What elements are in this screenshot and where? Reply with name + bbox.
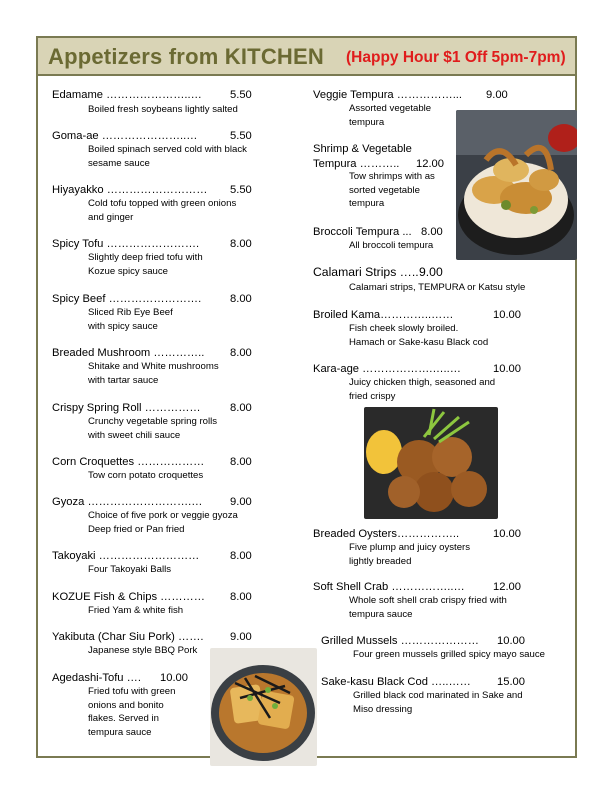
tempura-photo xyxy=(456,110,577,260)
item-description: Cold tofu topped with green onions and ginger xyxy=(88,198,237,223)
item-description: Boiled fresh soybeans lightly salted xyxy=(88,104,238,115)
item-name: Breaded Oysters…………….. xyxy=(313,528,460,540)
item-description: Grilled black cod marinated in Sake and Miso dressing xyxy=(353,690,523,715)
item-description: Slightly deep fried tofu with Kozue spicy sauce xyxy=(88,252,203,277)
item-price: 12.00 xyxy=(416,158,444,170)
item-name: Agedashi-Tofu …. xyxy=(52,672,141,684)
item-name: Crispy Spring Roll …………… xyxy=(52,402,201,414)
item-description: Japanese style BBQ Pork xyxy=(88,645,198,656)
menu-title: Appetizers from KITCHEN xyxy=(48,44,324,69)
item-description: Choice of five pork or veggie gyoza Deep fried or Pan fried xyxy=(88,510,238,535)
item-price: 8.00 xyxy=(230,402,252,414)
item-price: 9.00 xyxy=(230,496,252,508)
item-name: Hiyayakko ……………………… xyxy=(52,184,208,196)
item-description: Fried tofu with green onions and bonito flakes. Served in tempura sauce xyxy=(88,686,176,738)
item-name: Gyoza ……………………….… xyxy=(52,496,203,508)
item-name: Calamari Strips ….. xyxy=(313,265,419,279)
item-name: Goma-ae …………………..… xyxy=(52,130,198,142)
item-description: Assorted vegetable tempura xyxy=(349,103,432,128)
item-name: Broiled Kama…………..…… xyxy=(313,309,454,321)
item-price: 10.00 xyxy=(493,309,521,321)
item-name: Edamame …………………..… xyxy=(52,89,202,101)
item-price: 10.00 xyxy=(497,635,525,647)
item-name: Kara-age ……………….…..… xyxy=(313,363,461,375)
item-price: 10.00 xyxy=(493,528,521,540)
item-price: 15.00 xyxy=(497,676,525,688)
item-name: Takoyaki ……………………… xyxy=(52,550,200,562)
item-price: 8.00 xyxy=(230,591,252,603)
item-price: 5.50 xyxy=(230,184,252,196)
item-price: 10.00 xyxy=(493,363,521,375)
item-description: Four green mussels grilled spicy mayo sauce xyxy=(353,649,545,660)
item-name: Veggie Tempura ……………... xyxy=(313,89,463,101)
item-price: 8.00 xyxy=(230,550,252,562)
item-name: Yakibuta (Char Siu Pork) ……. xyxy=(52,631,204,643)
item-price: 5.50 xyxy=(230,130,252,142)
item-description: Tow shrimps with as sorted vegetable tempura xyxy=(349,171,435,209)
item-price: 5.50 xyxy=(230,89,252,101)
item-name: KOZUE Fish & Chips ………… xyxy=(52,591,205,603)
kara-age-photo xyxy=(364,407,498,519)
item-description: Four Takoyaki Balls xyxy=(88,564,172,575)
item-name: Breaded Mushroom ………….. xyxy=(52,347,205,359)
item-price: 8.00 xyxy=(230,238,252,250)
item-description: Five plump and juicy oysters lightly breaded xyxy=(349,542,471,567)
item-price: 8.00 xyxy=(421,226,443,238)
item-price: 9.00 xyxy=(486,89,508,101)
item-name: Broccoli Tempura ... xyxy=(313,226,412,238)
item-description: Crunchy vegetable spring rolls with sweet chili sauce xyxy=(88,416,218,441)
item-description: Whole soft shell crab crispy fried with tempura sauce xyxy=(349,595,507,620)
item-price: 12.00 xyxy=(493,581,521,593)
item-name: Shrimp & Vegetable Tempura ……….. xyxy=(313,143,412,170)
happy-hour-note: (Happy Hour $1 Off 5pm-7pm) xyxy=(346,49,566,66)
item-description: Juicy chicken thigh, seasoned and fried crispy xyxy=(349,377,496,402)
menu-header xyxy=(38,38,575,76)
item-price: 9.00 xyxy=(230,631,252,643)
item-description: Fried Yam & white fish xyxy=(88,605,184,616)
item-name: Spicy Tofu ……………………. xyxy=(52,238,200,250)
item-description: All broccoli tempura xyxy=(349,240,434,251)
item-name: Corn Croquettes ……………… xyxy=(52,456,205,468)
item-price: 10.00 xyxy=(160,672,188,684)
item-description: Fish cheek slowly broiled. Hamach or Sake-kasu Black cod xyxy=(349,323,489,348)
item-price: 8.00 xyxy=(230,456,252,468)
item-description: Calamari strips, TEMPURA or Katsu style xyxy=(349,282,526,293)
item-name: Spicy Beef ……………………. xyxy=(52,293,202,305)
item-description: Sliced Rib Eye Beef with spicy sauce xyxy=(88,307,173,332)
item-price: 9.00 xyxy=(419,265,443,279)
item-name: Grilled Mussels ………………… xyxy=(321,635,479,647)
item-price: 8.00 xyxy=(230,293,252,305)
item-name: Soft Shell Crab ……………..… xyxy=(313,581,465,593)
item-description: Shitake and White mushrooms with tartar sauce xyxy=(88,361,219,386)
item-price: 8.00 xyxy=(230,347,252,359)
agedashi-tofu-photo xyxy=(210,648,317,766)
item-name: Sake-kasu Black Cod …..…… xyxy=(321,676,471,688)
item-description: Boiled spinach served cold with black sesame sauce xyxy=(88,144,247,169)
item-description: Tow corn potato croquettes xyxy=(88,470,204,481)
